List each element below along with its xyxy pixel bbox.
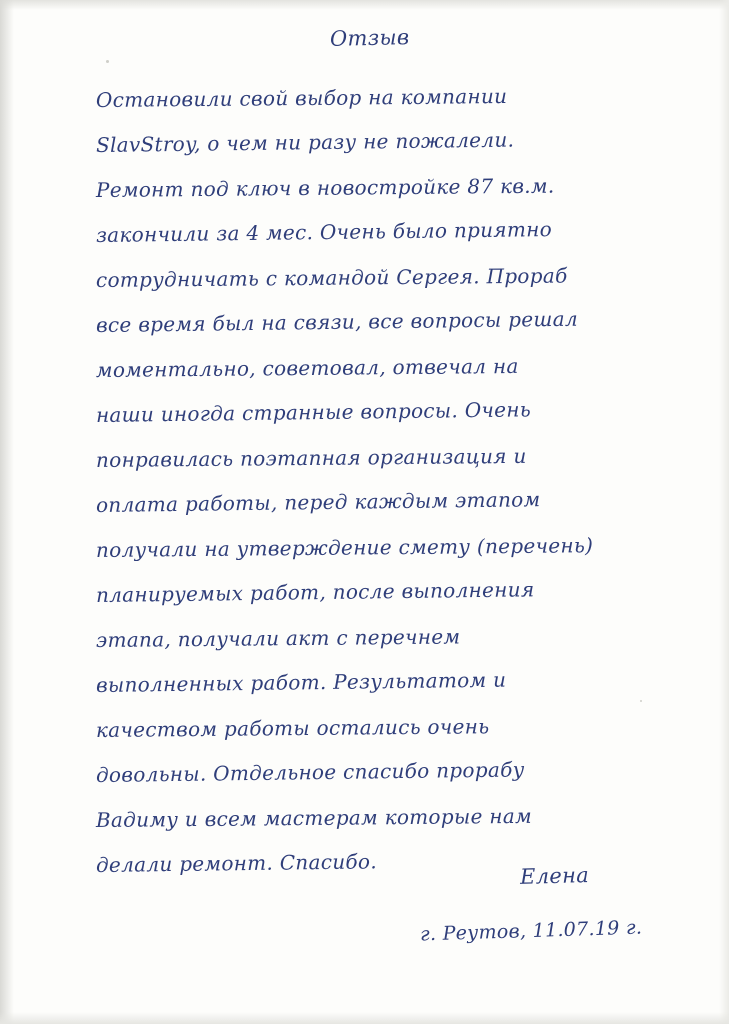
scan-edge-bottom: [0, 1012, 729, 1024]
scan-edge-top: [0, 0, 729, 10]
text-line: SlavStroy, о чем ни разу не пожалели.: [95, 127, 515, 157]
scan-edge-left: [0, 0, 14, 1024]
text-line: довольны. Отдельное спасибо прорабу: [95, 757, 525, 787]
text-line: сотрудничать с командой Сергея. Прораб: [95, 263, 568, 292]
text-line: оплата работы, перед каждым этапом: [95, 487, 541, 517]
text-line: качеством работы остались очень: [95, 714, 490, 742]
scan-edge-right: [719, 0, 729, 1024]
text-line: моментально, советовал, отвечал на: [95, 353, 519, 382]
text-line: делали ремонт. Спасибо.: [95, 849, 378, 877]
place-and-date: г. Реутов, 11.07.19 г.: [419, 916, 643, 946]
text-line: этапа, получали акт с перечнем: [95, 624, 461, 652]
text-line: Остановили свой выбор на компании: [95, 84, 508, 112]
signature: Елена: [519, 863, 590, 889]
text-line: Ремонт под ключ в новостройке 87 кв.м.: [95, 173, 555, 202]
text-line: Вадиму и всем мастерам которые нам: [95, 803, 532, 832]
letter-body: [96, 78, 656, 888]
text-line: закончили за 4 мес. Очень было приятно: [95, 217, 553, 247]
text-line: все время был на связи, все вопросы решал: [95, 306, 579, 337]
page-title: Отзыв: [329, 25, 410, 51]
paper-speck: [106, 60, 109, 63]
text-line: планируемых работ, после выполнения: [95, 577, 535, 607]
text-line: понравилась поэтапная организация и: [95, 443, 527, 472]
text-line: наши иногда странные вопросы. Очень: [95, 397, 532, 427]
text-line: получали на утверждение смету (перечень): [95, 533, 594, 562]
text-line: выполненных работ. Результатом и: [95, 667, 507, 697]
